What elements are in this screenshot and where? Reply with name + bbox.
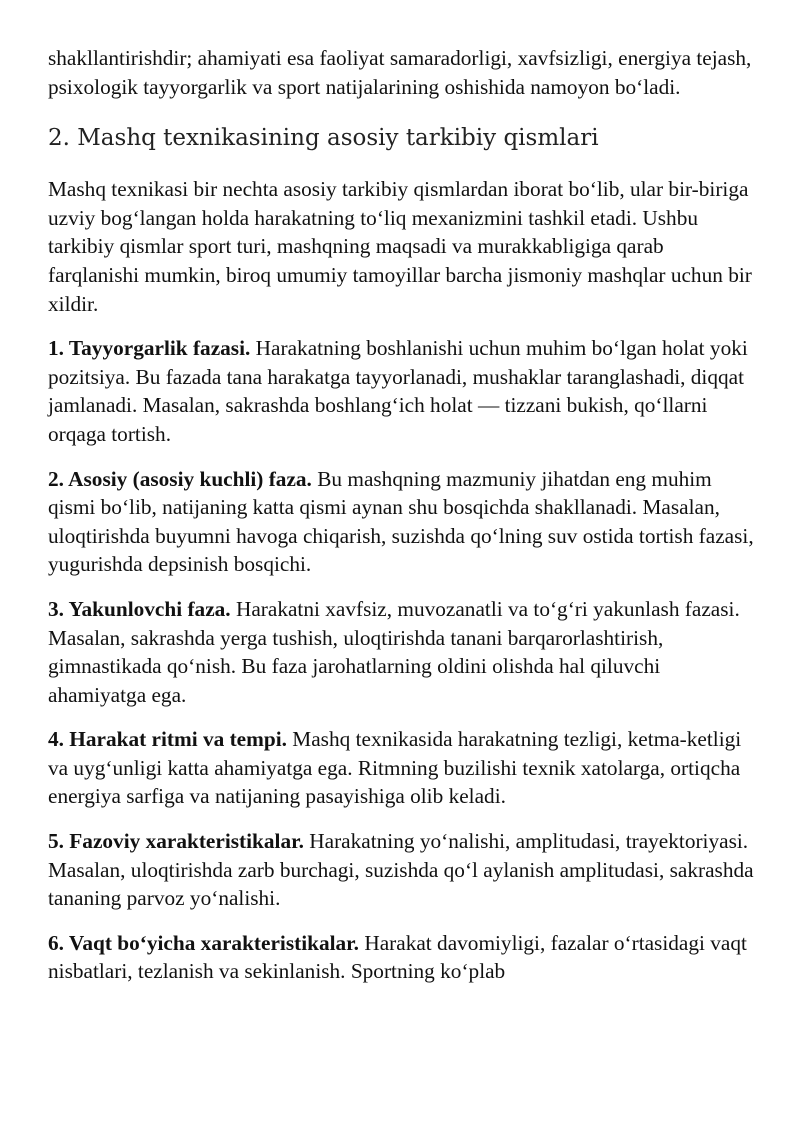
item-title: 3. Yakunlovchi faza.: [48, 596, 231, 621]
section-intro-paragraph: Mashq texnikasi bir nechta asosiy tarkibiy qismlardan iborat bo‘lib, ular bir-biriga uzviy bog‘langan holda harakatning to‘liq mexanizmini tashkil etadi. Ushbu tarkibiy qismlar sport turi, mashqning maqsadi va murakkabligiga qarab farqlanishi mumkin, biroq umumiy tamoyillar barcha jismoniy mashqlar uchun bir xildir.: [48, 177, 752, 316]
item-text: Harakatning boshlanishi uchun muhim bo‘lgan holat yoki pozitsiya. Bu fazada tana harakatga tayyorlanadi, mushaklar taranglashadi, diqqat jamlanadi. Masalan, sakrashda boshlang‘ich holat — tizzani bukish, qo‘llarni orqaga tortish.: [48, 336, 748, 446]
section-heading: 2. Mashq texnikasining asosiy tarkibiy qismlari: [48, 125, 599, 152]
list-item: [48, 725, 760, 811]
item-text: Harakatning yo‘nalishi, amplitudasi, trayektoriyasi. Masalan, uloqtirishda zarb burchagi, suzishda qo‘l aylanish amplitudasi, sakrashda tananing parvoz yo‘nalishi.: [48, 829, 754, 911]
item-text: Harakatni xavfsiz, muvozanatli va to‘g‘ri yakunlash fazasi. Masalan, sakrashda yerga tushish, uloqtirishda tanani barqarorlashtirish, gimnastikada qo‘nish. Bu faza jarohatlarning oldini olishda hal qiluvchi ahamiyatga ega.: [48, 596, 740, 707]
list-item: [48, 595, 760, 709]
intro-paragraph: shakllantirishdir; ahamiyati esa faoliyat samaradorligi, xavfsizligi, energiya tejash, psixologik tayyorgarlik va sport natijalarining oshishida namoyon bo‘ladi.: [48, 46, 752, 99]
list-item: [48, 929, 760, 986]
list-item: [48, 334, 760, 448]
item-text: Mashq texnikasida harakatning tezligi, ketma-ketligi va uyg‘unligi katta ahamiyatga ega. Ritmning buzilishi texnik xatolarga, ortiqcha energiya sarfiga va natijaning pasayishiga olib keladi.: [48, 727, 742, 809]
item-title: 4. Harakat ritmi va tempi.: [48, 727, 287, 752]
item-text: Bu mashqning mazmuniy jihatdan eng muhim qismi bo‘lib, natijaning katta qismi aynan shu bosqichda shakllanadi. Masalan, uloqtirishda buyumni havoga chiqarish, suzishda qo‘lning suv ostida tortish fazasi, yugurishda depsinish bosqichi.: [48, 466, 754, 577]
document-page: [48, 44, 760, 1002]
list-item: [48, 827, 760, 913]
item-title: 2. Asosiy (asosiy kuchli) faza.: [48, 466, 312, 491]
item-text: Harakat davomiyligi, fazalar o‘rtasidagi vaqt nisbatlari, tezlanish va sekinlanish. Sportning ko‘plab: [48, 930, 747, 984]
item-title: 6. Vaqt bo‘yicha xarakteristikalar.: [48, 930, 359, 955]
item-title: 1. Tayyorgarlik fazasi.: [48, 336, 251, 361]
item-title: 5. Fazoviy xarakteristikalar.: [48, 829, 304, 854]
list-item: [48, 465, 760, 579]
